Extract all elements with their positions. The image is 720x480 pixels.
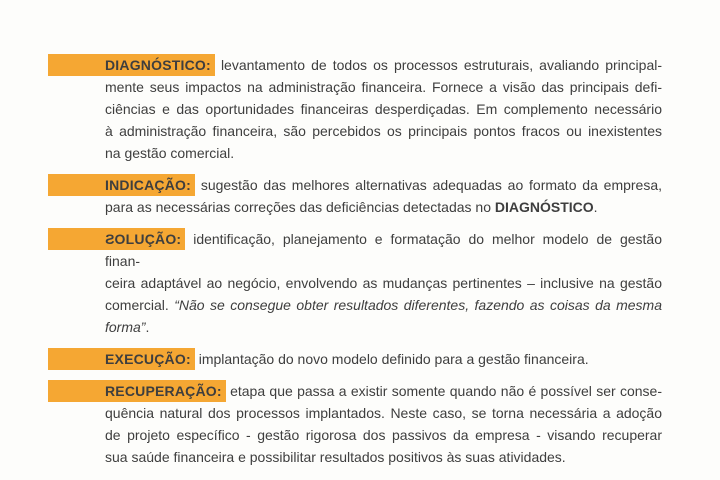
text-line (105, 316, 662, 338)
section-heading-highlight: INDICAÇÃO: (48, 174, 195, 196)
body-text: sugestão das melhores alternativas adequadas ao formato da empresa, (200, 177, 663, 193)
body-text: identificação, planejamento e formatação do melhor modelo de gestão finan- (105, 231, 663, 269)
section-heading-highlight: EXECUÇÃO: (48, 348, 195, 370)
text-line (105, 54, 662, 76)
emphasized-text: forma” (105, 319, 146, 335)
emphasized-text: DIAGNÓSTICO (494, 199, 594, 215)
text-line (105, 196, 662, 218)
paragraph-recuperacao (105, 380, 662, 468)
text-line (105, 174, 662, 196)
body-text: implantação do novo modelo definido para a gestão financeira. (198, 351, 589, 367)
body-text: à administração financeira, são percebidos os principais pontos fracos ou inexistentes (105, 123, 662, 139)
section-heading-highlight: RECUPERAÇÃO: (48, 380, 226, 402)
paragraph-solucao (105, 228, 662, 338)
text-line (105, 380, 662, 402)
emphasized-text: “Não se consegue obter resultados diferentes, fazendo as coisas da mesma (174, 297, 662, 313)
section-heading-highlight: SOLUÇÃO: (48, 228, 185, 250)
paragraph-indicacao (105, 174, 662, 218)
text-line (105, 98, 662, 120)
paragraph-diagnostico (105, 54, 662, 164)
text-line (105, 228, 662, 272)
body-text: levantamento de todos os processos estruturais, avaliando principal- (220, 57, 662, 73)
paragraph-execucao (105, 348, 662, 370)
text-line (105, 272, 662, 294)
text-line (105, 120, 662, 142)
body-text: na gestão comercial. (105, 145, 235, 161)
body-text: comercial. (105, 297, 175, 313)
text-line (105, 446, 662, 468)
text-line (105, 142, 662, 164)
body-text: para as necessárias correções das deficiências detectadas no (105, 199, 495, 215)
body-text: sua saúde financeira e possibilitar resultados positivos às suas atividades. (105, 449, 566, 465)
body-text: ciências e das oportunidades financeiras desperdiçadas. Em complemento necessário (105, 101, 662, 117)
section-heading-highlight: DIAGNÓSTICO: (48, 54, 215, 76)
text-line (105, 402, 662, 424)
body-text: quência natural dos processos implantados. Neste caso, se torna necessária a adoção (105, 405, 662, 421)
text-line (105, 348, 662, 370)
reversed-letter: S (105, 231, 115, 247)
text-line (105, 424, 662, 446)
body-text: mente seus impactos na administração financeira. Fornece a visão das principais defi- (105, 79, 662, 95)
body-text: . (145, 319, 150, 335)
text-line (105, 76, 662, 98)
body-text: ceira adaptável ao negócio, envolvendo as mudanças pertinentes – inclusive na gestão (105, 275, 662, 291)
text-line (105, 294, 662, 316)
body-text: . (593, 199, 598, 215)
body-text: de projeto específico - gestão rigorosa dos passivos da empresa - visando recuperar (105, 427, 662, 443)
body-text: etapa que passa a existir somente quando não é possível ser conse- (230, 383, 662, 399)
sections (105, 54, 662, 478)
